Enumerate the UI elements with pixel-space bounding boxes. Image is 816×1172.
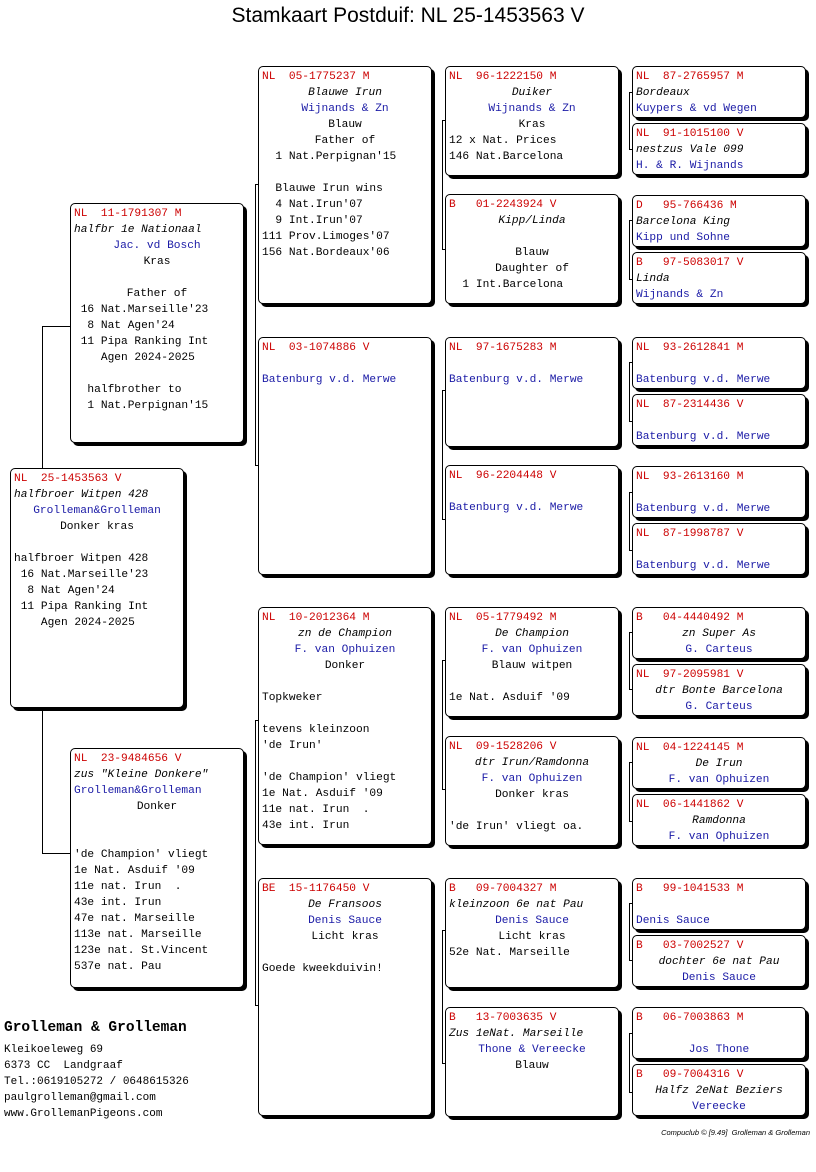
pigeon-sss xyxy=(445,66,619,176)
pigeon-info-line: 113e nat. Marseille xyxy=(74,929,202,941)
ring-number: NL 93-2612841 M xyxy=(636,342,744,354)
pigeon-info-line: 43e int. Irun xyxy=(262,820,350,832)
pigeon-info-line: Donker kras xyxy=(60,521,134,533)
pigeon-name: Halfz 2eNat Beziers xyxy=(655,1085,783,1097)
pigeon-info-line: Donker kras xyxy=(495,789,569,801)
pigeon-name: Kipp/Linda xyxy=(498,215,566,227)
pigeon-info-line: 16 Nat.Marseille'23 xyxy=(74,304,209,316)
pigeon-info-line: Donker xyxy=(136,801,178,813)
pigeon-g9 xyxy=(632,607,806,659)
pigeon-info-line: Kras xyxy=(518,119,546,131)
pigeon-g6 xyxy=(632,394,806,446)
pigeon-dds xyxy=(445,878,619,988)
ring-number: D 95-766436 M xyxy=(636,200,737,212)
pigeon-info-line xyxy=(262,356,428,372)
pigeon-info-line: 537e nat. Pau xyxy=(74,961,162,973)
ring-number: NL 87-1998787 V xyxy=(636,528,744,540)
ring-number: NL 11-1791307 M xyxy=(74,208,182,220)
ring-number: BE 15-1176450 V xyxy=(262,883,370,895)
pigeon-info-line: 4 Nat.Irun'07 xyxy=(262,199,363,211)
pigeon-info-line: Blauw xyxy=(328,119,362,131)
pigeon-info-line: 12 x Nat. Prices xyxy=(449,135,557,147)
breeder-name: Batenburg v.d. Merwe xyxy=(636,431,771,443)
breeder-name: F. van Ophuizen xyxy=(294,644,396,656)
pigeon-info-line xyxy=(262,945,428,961)
breeder-name: Wijnands & Zn xyxy=(301,103,389,115)
ring-number: B 99-1041533 M xyxy=(636,883,744,895)
pigeon-info-line: Blauw witpen xyxy=(491,660,573,672)
ring-number: NL 93-2613160 M xyxy=(636,471,744,483)
ring-number: NL 96-1222150 M xyxy=(449,71,557,83)
pigeon-info-line: Blauw xyxy=(515,1060,549,1072)
pigeon-g14 xyxy=(632,935,806,987)
pigeon-sdd xyxy=(445,465,619,575)
breeder-name: F. van Ophuizen xyxy=(481,644,583,656)
pigeon-info-line: Kras xyxy=(143,256,171,268)
pigeon-info-line: 11 Pipa Ranking Int xyxy=(74,336,209,348)
ring-number: NL 91-1015100 V xyxy=(636,128,744,140)
ring-number: NL 09-1528206 V xyxy=(449,741,557,753)
ring-number: B 13-7003635 V xyxy=(449,1012,557,1024)
pigeon-dss xyxy=(445,607,619,717)
owner-block xyxy=(4,1018,189,1122)
pigeon-ds xyxy=(258,607,432,845)
pigeon-info-line xyxy=(74,831,240,847)
pigeon-name: kleinzoon 6e nat Pau xyxy=(449,899,584,911)
ring-number: B 09-7004316 V xyxy=(636,1069,744,1081)
pigeon-info-line: 11e nat. Irun . xyxy=(262,804,370,816)
ring-number: NL 10-2012364 M xyxy=(262,612,370,624)
pigeon-info-line xyxy=(262,754,428,770)
pigeon-ss xyxy=(258,66,432,304)
pigeon-g11 xyxy=(632,737,806,789)
pigeon-sire xyxy=(70,203,244,443)
pigeon-info-line: 123e nat. St.Vincent xyxy=(74,945,209,957)
pigeon-name: Zus 1eNat. Marseille xyxy=(449,1028,584,1040)
pigeon-g12 xyxy=(632,794,806,846)
pigeon-sd xyxy=(258,337,432,575)
breeder-name: Denis Sauce xyxy=(308,915,382,927)
pigeon-info-line xyxy=(74,815,240,831)
ring-number: NL 23-9484656 V xyxy=(74,753,182,765)
ring-number: NL 97-1675283 M xyxy=(449,342,557,354)
pigeon-info-line: 11e nat. Irun . xyxy=(74,881,182,893)
owner-name: Grolleman & Grolleman xyxy=(4,1020,187,1036)
pigeon-info-line xyxy=(636,542,802,558)
breeder-name: Thone & Vereecke xyxy=(478,1044,586,1056)
ring-number: NL 04-1224145 M xyxy=(636,742,744,754)
pigeon-info-line: 1 Int.Barcelona xyxy=(449,279,564,291)
pigeon-info-line xyxy=(74,270,240,286)
pigeon-name: dtr Irun/Ramdonna xyxy=(474,757,590,769)
ring-number: B 97-5083017 V xyxy=(636,257,744,269)
pigeon-info-line xyxy=(636,897,802,913)
owner-address: Kleikoeleweg 69 xyxy=(4,1044,104,1056)
breeder-name: Jac. vd Bosch xyxy=(113,240,201,252)
pigeon-info-line xyxy=(636,485,802,501)
pigeon-info-line: 1 Nat.Perpignan'15 xyxy=(74,400,209,412)
pigeon-info-line: 'de Champion' vliegt xyxy=(262,772,397,784)
ring-number: NL 06-1441862 V xyxy=(636,799,744,811)
owner-city: 6373 CC Landgraaf xyxy=(4,1060,123,1072)
pigeon-info-line: Topkweker xyxy=(262,692,323,704)
pigeon-info-line xyxy=(636,413,802,429)
breeder-name: Vereecke xyxy=(692,1101,746,1113)
breeder-name: Denis Sauce xyxy=(682,972,756,984)
pigeon-info-line: Father of xyxy=(314,135,376,147)
pigeon-name: De Irun xyxy=(695,758,743,770)
pigeon-info-line xyxy=(449,484,615,500)
pigeon-name: halfbroer Witpen 428 xyxy=(14,489,149,501)
breeder-name: Batenburg v.d. Merwe xyxy=(636,374,771,386)
pigeon-name: halfbr 1e Nationaal xyxy=(74,224,202,236)
pigeon-name: zn de Champion xyxy=(298,628,392,640)
breeder-name: Grolleman&Grolleman xyxy=(33,505,161,517)
owner-email[interactable]: paulgrolleman@gmail.com xyxy=(4,1092,156,1104)
ring-number: B 04-4440492 M xyxy=(636,612,744,624)
pigeon-info-line: halfbrother to xyxy=(74,384,182,396)
pigeon-info-line: 111 Prov.Limoges'07 xyxy=(262,231,390,243)
pigeon-info-line xyxy=(636,356,802,372)
ring-number: B 06-7003863 M xyxy=(636,1012,744,1024)
breeder-name: Batenburg v.d. Merwe xyxy=(636,503,771,515)
pigeon-info-line xyxy=(636,1026,802,1042)
pigeon-g5 xyxy=(632,337,806,389)
pigeon-info-line: Daughter of xyxy=(495,263,569,275)
ring-number: NL 87-2765957 M xyxy=(636,71,744,83)
pigeon-g1 xyxy=(632,66,806,118)
ring-number: B 03-7002527 V xyxy=(636,940,744,952)
pigeon-info-line xyxy=(262,706,428,722)
breeder-name: Denis Sauce xyxy=(495,915,569,927)
pigeon-info-line: Donker xyxy=(324,660,366,672)
pigeon-info-line xyxy=(262,165,428,181)
pigeon-info-line: 9 Int.Irun'07 xyxy=(262,215,363,227)
breeder-name: H. & R. Wijnands xyxy=(636,160,744,172)
pigeon-info-line xyxy=(449,229,615,245)
pigeon-name: dtr Bonte Barcelona xyxy=(655,685,783,697)
pigeon-sds xyxy=(445,337,619,447)
pigeon-g8 xyxy=(632,523,806,575)
ring-number: NL 03-1074886 V xyxy=(262,342,370,354)
pigeon-info-line xyxy=(449,803,615,819)
pigeon-dd xyxy=(258,878,432,1116)
pigeon-info-line: 1e Nat. Asduif '09 xyxy=(74,865,195,877)
pigeon-dam xyxy=(70,748,244,988)
ring-number: B 09-7004327 M xyxy=(449,883,557,895)
breeder-name: Batenburg v.d. Merwe xyxy=(262,374,397,386)
pigeon-name: nestzus Vale 099 xyxy=(636,144,744,156)
pigeon-g16 xyxy=(632,1064,806,1116)
pigeon-info-line: 'de Champion' vliegt xyxy=(74,849,209,861)
pigeon-g10 xyxy=(632,664,806,716)
breeder-name: Batenburg v.d. Merwe xyxy=(449,374,584,386)
pigeon-info-line xyxy=(74,366,240,382)
breeder-name: Jos Thone xyxy=(688,1044,750,1056)
pigeon-name: zus "Kleine Donkere" xyxy=(74,769,209,781)
ring-number: B 01-2243924 V xyxy=(449,199,557,211)
pigeon-name: Ramdonna xyxy=(692,815,746,827)
pigeon-g4 xyxy=(632,252,806,304)
ring-number: NL 25-1453563 V xyxy=(14,473,122,485)
pigeon-info-line: Father of xyxy=(126,288,188,300)
pigeon-g7 xyxy=(632,466,806,518)
ring-number: NL 87-2314436 V xyxy=(636,399,744,411)
pigeon-info-line: 8 Nat Agen'24 xyxy=(14,585,115,597)
pigeon-name: Blauwe Irun xyxy=(308,87,382,99)
pigeon-info-line xyxy=(262,674,428,690)
page-title: Stamkaart Postduif: NL 25-1453563 V xyxy=(231,4,585,27)
pigeon-info-line: 43e int. Irun xyxy=(74,897,162,909)
pigeon-info-line: 'de Irun' vliegt oa. xyxy=(449,821,584,833)
pigeon-info-line: Blauw xyxy=(515,247,549,259)
pigeon-info-line xyxy=(14,535,180,551)
ring-number: NL 97-2095981 V xyxy=(636,669,744,681)
pigeon-info-line: 1e Nat. Asduif '09 xyxy=(262,788,383,800)
pigeon-name: De Champion xyxy=(495,628,569,640)
pigeon-subject xyxy=(10,468,184,708)
pigeon-info-line: 1 Nat.Perpignan'15 xyxy=(262,151,397,163)
pigeon-info-line: tevens kleinzoon xyxy=(262,724,370,736)
pigeon-name: dochter 6e nat Pau xyxy=(658,956,780,968)
pigeon-name: Barcelona King xyxy=(636,216,730,228)
pigeon-ssd xyxy=(445,194,619,304)
pigeon-info-line: Blauwe Irun wins xyxy=(262,183,383,195)
pigeon-info-line: Licht kras xyxy=(498,931,566,943)
pigeon-info-line: Goede kweekduivin! xyxy=(262,963,383,975)
breeder-name: Wijnands & Zn xyxy=(488,103,576,115)
pigeon-info-line: 146 Nat.Barcelona xyxy=(449,151,564,163)
breeder-name: Denis Sauce xyxy=(636,915,710,927)
pigeon-info-line: 1e Nat. Asduif '09 xyxy=(449,692,570,704)
breeder-name: Kuypers & vd Wegen xyxy=(636,103,757,115)
breeder-name: Grolleman&Grolleman xyxy=(74,785,202,797)
breeder-name: F. van Ophuizen xyxy=(668,774,770,786)
pigeon-info-line: Agen 2024-2025 xyxy=(14,617,135,629)
owner-phone: Tel.:0619105272 / 0648615326 xyxy=(4,1076,189,1088)
owner-website[interactable]: www.GrollemanPigeons.com xyxy=(4,1108,163,1120)
breeder-name: G. Carteus xyxy=(685,701,753,713)
pigeon-name: Bordeaux xyxy=(636,87,690,99)
breeder-name: Batenburg v.d. Merwe xyxy=(449,502,584,514)
breeder-name: Kipp und Sohne xyxy=(636,232,730,244)
pigeon-info-line xyxy=(449,674,615,690)
breeder-name: F. van Ophuizen xyxy=(668,831,770,843)
pigeon-info-line: Agen 2024-2025 xyxy=(74,352,195,364)
pigeon-info-line: 156 Nat.Bordeaux'06 xyxy=(262,247,390,259)
pigeon-name: Duiker xyxy=(511,87,553,99)
ring-number: NL 05-1779492 M xyxy=(449,612,557,624)
pigeon-info-line xyxy=(449,356,615,372)
breeder-name: F. van Ophuizen xyxy=(481,773,583,785)
pigeon-ddd xyxy=(445,1007,619,1117)
pigeon-info-line: 16 Nat.Marseille'23 xyxy=(14,569,149,581)
pigeon-dsd xyxy=(445,736,619,846)
pigeon-info-line: 11 Pipa Ranking Int xyxy=(14,601,149,613)
pigeon-g3 xyxy=(632,195,806,247)
pigeon-info-line: 47e nat. Marseille xyxy=(74,913,195,925)
pigeon-info-line: 'de Irun' xyxy=(262,740,323,752)
pigeon-info-line: 52e Nat. Marseille xyxy=(449,947,570,959)
pigeon-name: Linda xyxy=(636,273,670,285)
ring-number: NL 96-2204448 V xyxy=(449,470,557,482)
ring-number: NL 05-1775237 M xyxy=(262,71,370,83)
breeder-name: Wijnands & Zn xyxy=(636,289,724,301)
pigeon-info-line: 8 Nat Agen'24 xyxy=(74,320,175,332)
footer-credit: Compuclub © [9.49] Grolleman & Grolleman xyxy=(661,1128,810,1137)
pigeon-g2 xyxy=(632,123,806,175)
pigeon-g15 xyxy=(632,1007,806,1059)
pigeon-name: De Fransoos xyxy=(308,899,382,911)
breeder-name: Batenburg v.d. Merwe xyxy=(636,560,771,572)
pigeon-info-line: Licht kras xyxy=(311,931,379,943)
pigeon-info-line: halfbroer Witpen 428 xyxy=(14,553,149,565)
pigeon-name: zn Super As xyxy=(682,628,756,640)
breeder-name: G. Carteus xyxy=(685,644,753,656)
pigeon-g13 xyxy=(632,878,806,930)
